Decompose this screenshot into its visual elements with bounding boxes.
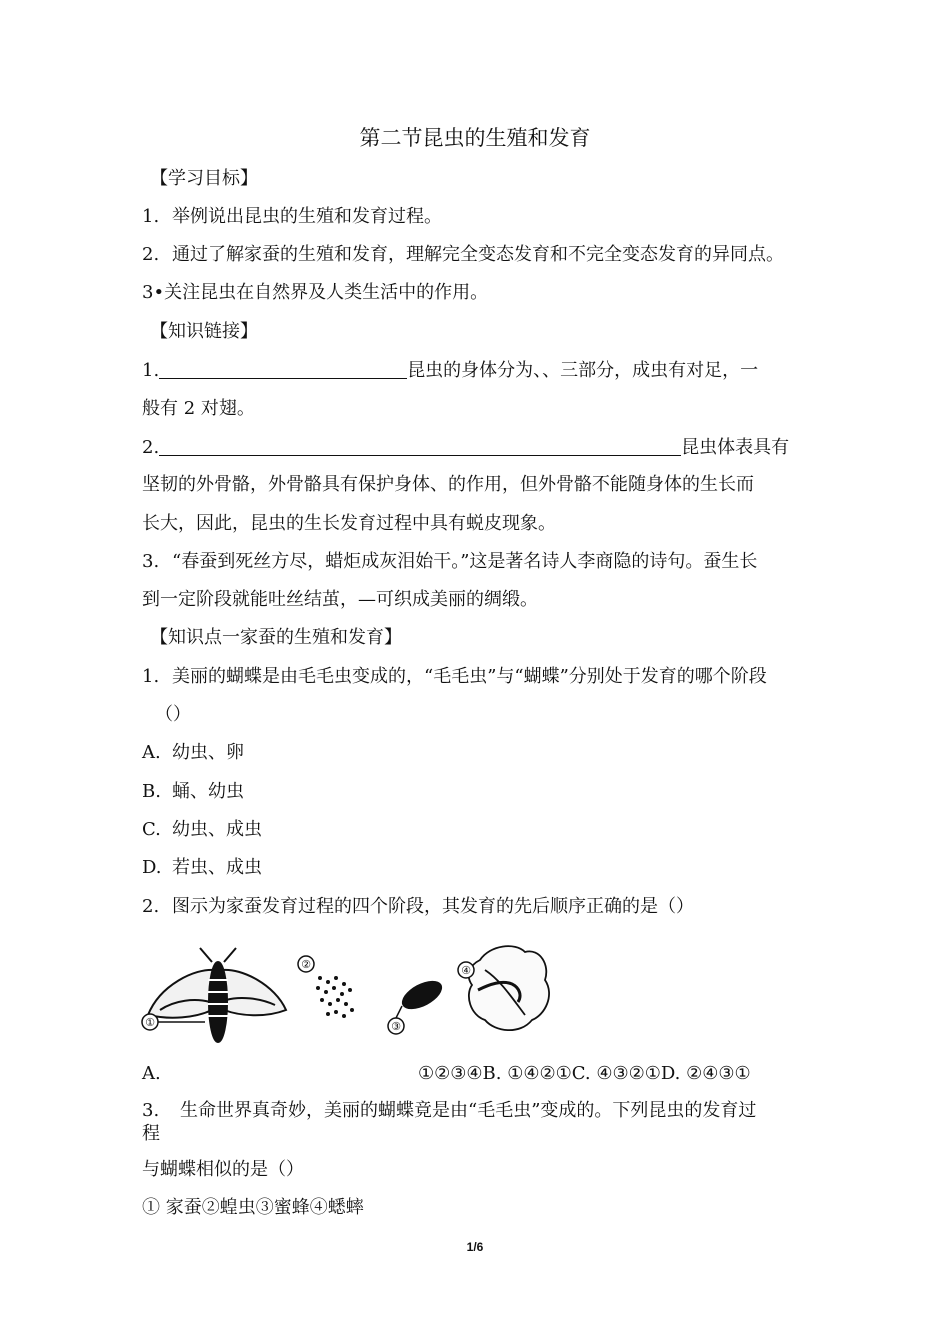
silkworm-stages-figure <box>140 940 560 1050</box>
links-heading: 【知识链接】 <box>150 321 258 342</box>
goal-item-3: 3•关注昆虫在自然界及人类生活中的作用。 <box>142 282 489 303</box>
question-text: 美丽的蝴蝶是由毛毛虫变成的，“毛毛虫”与“蝴蝶”分别处于发育的哪个阶段 <box>172 666 767 687</box>
option-letter: A. <box>142 742 161 763</box>
goal-text: 通过了解家蚕的生殖和发育，理解完全变态发育和不完全变态发育的异同点。 <box>172 244 784 265</box>
point1-q3-line-3: 与蝴蝶相似的是（） <box>142 1159 304 1180</box>
option-text: 幼虫、卵 <box>172 742 244 763</box>
label-4 <box>458 962 474 978</box>
label-2 <box>298 956 314 972</box>
point1-q3-line-2: 程 <box>142 1123 160 1144</box>
question-text: 生命世界真奇妙，美丽的蝴蝶竟是由“毛毛虫”变成的。下列昆虫的发育过 <box>180 1100 757 1121</box>
link-q3-line-2: 到一定阶段就能吐丝结茧，—可织成美丽的绸缎。 <box>142 589 538 610</box>
option-b <box>142 780 244 804</box>
link-q2-line-3: 长大，因此，昆虫的生长发育过程中具有蜕皮现象。 <box>142 513 556 534</box>
option-text: 蛹、幼虫 <box>172 781 244 802</box>
question-text: 昆虫体表具有 <box>681 437 790 458</box>
point1-q1-stem <box>142 665 767 689</box>
goal-item-1 <box>142 205 442 229</box>
label-4-text: ④ <box>461 964 471 977</box>
option-d <box>142 856 262 880</box>
option-text: 若虫、成虫 <box>172 857 262 878</box>
link-q1-line-1 <box>142 358 758 383</box>
point1-q2-stem <box>142 895 694 919</box>
point1-heading: 【知识点一家蚕的生殖和发育】 <box>150 627 402 648</box>
link-q1-line-2: 般有 2 对翅。 <box>142 398 255 419</box>
label-3 <box>388 1006 404 1034</box>
link-q2-line-1 <box>142 435 789 460</box>
goal-num: 2. <box>142 244 160 265</box>
page-number: 1/6 <box>466 1240 484 1254</box>
moth-illustration <box>148 948 286 1042</box>
option-text: 幼虫、成虫 <box>172 819 262 840</box>
goal-text: 举例说出昆虫的生殖和发育过程。 <box>172 206 442 227</box>
label-2-text: ② <box>301 958 311 971</box>
fill-blank <box>159 435 681 456</box>
question-number: 1. <box>142 360 160 381</box>
question-number: 2. <box>142 896 160 917</box>
point1-q3-line-4: ① 家蚕②蝗虫③蜜蜂④蟋蟀 <box>142 1197 364 1218</box>
q2-answer-a: A. <box>142 1063 161 1084</box>
pupa-illustration <box>397 975 446 1015</box>
question-number: 3. <box>142 551 160 572</box>
larva-on-leaf-illustration <box>469 946 549 1030</box>
option-a <box>142 741 244 765</box>
option-letter: D. <box>142 857 162 878</box>
goal-item-2 <box>142 243 784 267</box>
question-text: 昆虫的身体分为、、三部分，成虫有对足，一 <box>407 360 759 381</box>
answer-paren: （） <box>155 704 191 725</box>
question-text: 图示为家蚕发育过程的四个阶段，其发育的先后顺序正确的是（） <box>172 896 694 917</box>
point1-q3-line-1 <box>142 1099 756 1123</box>
question-text: “春蚕到死丝方尽，蜡炬成灰泪始干。”这是著名诗人李商隐的诗句。蚕生长 <box>172 551 758 572</box>
question-number: 3. <box>142 1100 160 1121</box>
question-number: 1. <box>142 666 160 687</box>
link-q2-line-2: 坚韧的外骨骼，外骨骼具有保护身体、的作用，但外骨骼不能随身体的生长而 <box>142 474 754 495</box>
link-q3-line-1 <box>142 550 757 574</box>
option-c <box>142 818 262 842</box>
page-title: 第二节昆虫的生殖和发育 <box>359 126 591 150</box>
goal-num: 1. <box>142 206 160 227</box>
question-number: 2. <box>142 437 160 458</box>
fill-blank <box>159 358 407 379</box>
label-3-text: ③ <box>391 1020 401 1033</box>
goals-heading: 【学习目标】 <box>150 168 258 189</box>
q2-answer-options: ①②③④B. ①④②①C. ④③②①D. ②④③① <box>418 1063 751 1084</box>
option-letter: B. <box>142 781 161 802</box>
eggs-illustration <box>316 976 354 1018</box>
option-letter: C. <box>142 819 161 840</box>
label-1-text: ① <box>145 1016 155 1029</box>
